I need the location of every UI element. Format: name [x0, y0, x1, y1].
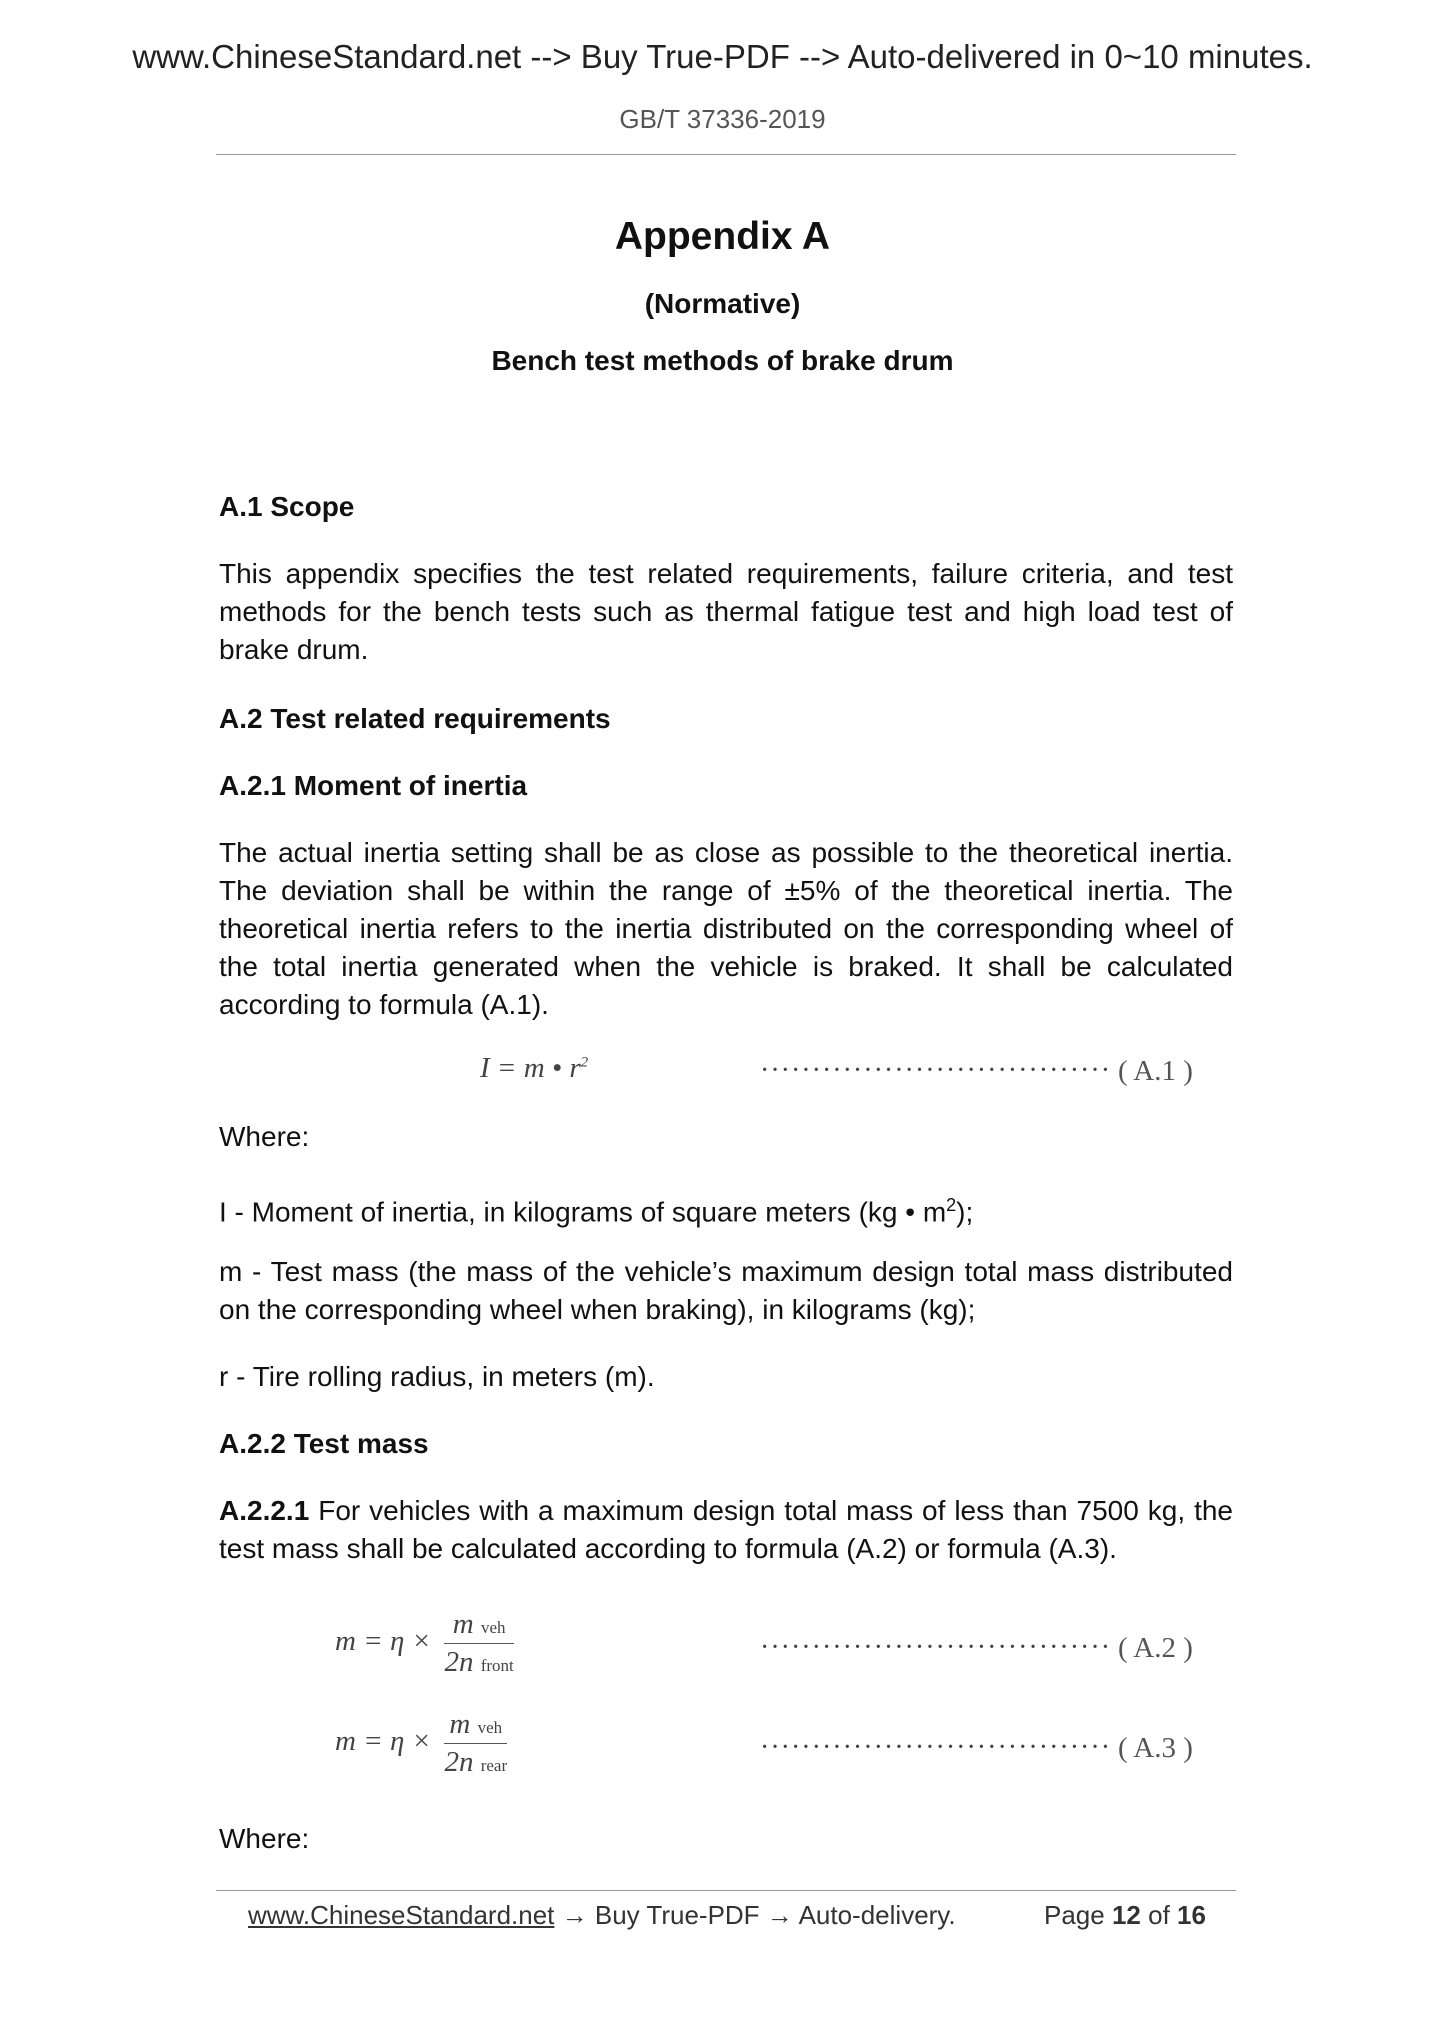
formula-a1-leader: ·································· — [760, 1055, 1112, 1086]
definition-m: m - Test mass (the mass of the vehicle’s maximum design total mass distributed on the corresponding wheel when braking), in kilograms (kg); — [219, 1256, 1233, 1325]
definition-i-text: I - Moment of inertia, in kilograms of square meters (kg • m — [219, 1196, 947, 1228]
appendix-heading: Bench test methods of brake drum — [491, 345, 954, 376]
section-a221-label: A.2.2.1 — [219, 1495, 310, 1526]
appendix-subtitle: (Normative) — [644, 288, 801, 319]
page-label: Page — [1044, 1900, 1105, 1930]
formula-a3-denominator: 2n — [444, 1746, 474, 1778]
where-label-2: Where: — [219, 1823, 310, 1854]
of-label: of — [1148, 1900, 1170, 1930]
total-pages: 16 — [1177, 1900, 1206, 1930]
footer-divider — [216, 1890, 1236, 1891]
formula-a2-denominator-sub: front — [480, 1656, 514, 1675]
formula-a2-lhs: m = η × — [335, 1625, 432, 1658]
formula-a2-numerator-sub: veh — [480, 1618, 506, 1637]
formula-a3-numerator-sub: veh — [477, 1718, 503, 1737]
standard-number: GB/T 37336-2019 — [619, 104, 826, 134]
footer-text: → Buy True-PDF → Auto-delivery. — [554, 1900, 956, 1930]
formula-a1-number: ( A.1 ) — [1118, 1055, 1193, 1087]
formula-a1-expression: I = m • r — [480, 1052, 581, 1084]
formula-a3-fraction — [444, 1708, 507, 1779]
formula-a2-numerator: m — [452, 1608, 474, 1640]
page-indicator — [1044, 1900, 1206, 1931]
page-number: 12 — [1111, 1900, 1141, 1930]
formula-a2-fraction — [444, 1608, 513, 1679]
top-banner: www.ChineseStandard.net --> Buy True-PDF --> Auto-delivered in 0~10 minutes. — [132, 38, 1313, 75]
section-a221-text: For vehicles with a maximum design total mass of less than 7500 kg, the test mass shall be calculated according to formula (A.2) or formula (A.3). — [219, 1495, 1233, 1564]
formula-a2-number: ( A.2 ) — [1118, 1632, 1193, 1664]
section-a21-heading: A.2.1 Moment of inertia — [219, 770, 528, 801]
section-a21-body: The actual inertia setting shall be as close as possible to the theoretical inertia. The deviation shall be within the range of ±5% of the theoretical inertia. The theoretical inertia refers to the inertia distributed on the corresponding wheel of the total inertia generated when the vehicle is braked. It shall be calculated according to formula (A.1). — [219, 837, 1233, 1020]
section-a1-heading: A.1 Scope — [219, 491, 355, 522]
section-a1-body: This appendix specifies the test related requirements, failure criteria, and test methods for the bench tests such as thermal fatigue test and high load test of brake drum. — [219, 558, 1233, 665]
section-a22-heading: A.2.2 Test mass — [219, 1428, 429, 1459]
formula-a3-numerator: m — [449, 1708, 471, 1740]
formula-a3-denominator-sub: rear — [480, 1756, 508, 1775]
formula-a1 — [480, 1052, 588, 1085]
formula-a2-denominator: 2n — [444, 1646, 474, 1678]
footer-link[interactable]: www.ChineseStandard.net — [248, 1900, 555, 1930]
formula-a3-number: ( A.3 ) — [1118, 1732, 1193, 1764]
formula-a3-leader: ·································· — [760, 1732, 1112, 1763]
formula-a3 — [335, 1708, 507, 1779]
header-divider — [216, 154, 1236, 155]
footer-source — [248, 1900, 956, 1931]
where-label-1: Where: — [219, 1121, 310, 1152]
definition-i — [219, 1186, 1233, 1231]
definition-i-end: ); — [956, 1196, 974, 1228]
formula-a2 — [335, 1608, 514, 1679]
definition-r: r - Tire rolling radius, in meters (m). — [219, 1361, 655, 1392]
section-a2-heading: A.2 Test related requirements — [219, 703, 611, 734]
appendix-title: Appendix A — [614, 215, 831, 258]
section-a221-body — [219, 1492, 1233, 1568]
formula-a3-lhs: m = η × — [335, 1725, 432, 1758]
formula-a1-power: 2 — [580, 1054, 589, 1071]
definition-i-superscript: 2 — [946, 1195, 957, 1215]
formula-a2-leader: ·································· — [760, 1632, 1112, 1663]
